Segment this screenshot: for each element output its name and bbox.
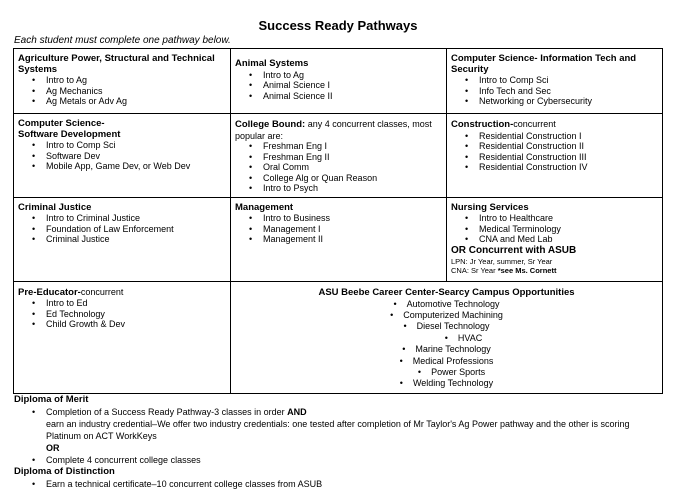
cell-title: Agriculture Power, Structural and Technical Systems bbox=[18, 53, 215, 75]
list-item: • Intro to Ag bbox=[249, 70, 442, 81]
list-item: • Oral Comm bbox=[249, 162, 442, 173]
list-item: • Networking or Cybersecurity bbox=[465, 96, 658, 107]
list-item: • Diesel Technology bbox=[235, 321, 658, 332]
merit-or: OR bbox=[46, 443, 60, 453]
cell-title-line2: Software Development bbox=[18, 128, 121, 140]
list-item: • Intro to Criminal Justice bbox=[32, 213, 226, 224]
cell-suffix: concurrent bbox=[513, 119, 556, 129]
pathway-list bbox=[451, 131, 658, 173]
page-title: Success Ready Pathways bbox=[258, 18, 418, 33]
cell-management bbox=[231, 197, 447, 281]
diploma-distinction-title: Diploma of Distinction bbox=[14, 466, 115, 477]
list-item: • College Alg or Quan Reason bbox=[249, 173, 442, 184]
pathways-table bbox=[13, 48, 663, 394]
list-item: • Intro to Ag bbox=[32, 75, 226, 86]
list-item: • Ed Technology bbox=[32, 309, 226, 320]
list-item: • Medical Professions bbox=[235, 356, 658, 367]
list-item: • Mobile App, Game Dev, or Web Dev bbox=[32, 161, 226, 172]
diploma-merit-title: Diploma of Merit bbox=[14, 394, 89, 405]
list-item: • Animal Science II bbox=[249, 91, 442, 102]
list-item: • Residential Construction IV bbox=[465, 162, 658, 173]
list-item: • Intro to Healthcare bbox=[465, 213, 658, 224]
cell-cs-software bbox=[14, 114, 231, 198]
list-item: • Residential Construction III bbox=[465, 152, 658, 163]
cell-title: Nursing Services bbox=[451, 201, 529, 213]
list-item: • Welding Technology bbox=[235, 378, 658, 389]
merit-item1-and: AND bbox=[287, 407, 307, 417]
nursing-cna bbox=[451, 266, 658, 275]
cell-header bbox=[18, 287, 226, 299]
pathway-list bbox=[235, 213, 442, 245]
list-item: • Management I bbox=[249, 224, 442, 235]
list-item: • Computerized Machining bbox=[235, 310, 658, 321]
list-item: • Automotive Technology bbox=[235, 299, 658, 310]
list-item: • Marine Technology bbox=[235, 344, 658, 355]
list-item bbox=[32, 406, 664, 418]
cell-construction bbox=[447, 114, 663, 198]
list-item: • Intro to Comp Sci bbox=[32, 140, 226, 151]
cell-asu-beebe bbox=[231, 281, 663, 393]
list-item: • Ag Metals or Adv Ag bbox=[32, 96, 226, 107]
nursing-or-line: OR Concurrent with ASUB bbox=[451, 244, 577, 256]
cell-title: Computer Science- Information Tech and Security bbox=[451, 53, 637, 75]
cell-animal-systems bbox=[231, 49, 447, 114]
list-item: • Intro to Psych bbox=[249, 183, 442, 194]
cell-title: Animal Systems bbox=[235, 58, 309, 69]
list-item: • Freshman Eng II bbox=[249, 152, 442, 163]
cell-title: ASU Beebe Career Center-Searcy Campus Opportunities bbox=[318, 286, 575, 298]
cell-title: Pre-Educator- bbox=[18, 286, 81, 298]
pathway-list bbox=[235, 141, 442, 194]
list-item: • Power Sports bbox=[235, 367, 658, 378]
list-item: • Complete 4 concurrent college classes bbox=[32, 454, 664, 466]
pathway-list bbox=[18, 140, 226, 172]
list-item: • Info Tech and Sec bbox=[465, 86, 658, 97]
list-item: • Criminal Justice bbox=[32, 234, 226, 245]
diploma-merit-list bbox=[14, 406, 664, 418]
page-subtitle: Each student must complete one pathway below. bbox=[14, 35, 231, 46]
list-item: • CNA and Med Lab bbox=[465, 234, 658, 245]
diploma-merit-list-2 bbox=[14, 454, 664, 466]
list-item: • Intro to Business bbox=[249, 213, 442, 224]
cell-nursing bbox=[447, 197, 663, 281]
nursing-cna-text: CNA: Sr Year bbox=[451, 265, 498, 275]
cell-title: Management bbox=[235, 201, 294, 213]
list-item: • Software Dev bbox=[32, 151, 226, 162]
cell-title: Criminal Justice bbox=[18, 201, 92, 213]
diploma-section bbox=[14, 394, 664, 490]
list-item: • Residential Construction II bbox=[465, 141, 658, 152]
list-item: • Foundation of Law Enforcement bbox=[32, 224, 226, 235]
pathway-list bbox=[235, 70, 442, 102]
pathway-list bbox=[451, 75, 658, 107]
cell-header bbox=[235, 119, 442, 141]
cell-desc: any 4 concurrent classes, most popular are: bbox=[235, 119, 432, 141]
cell-cs-it-security bbox=[447, 49, 663, 114]
pathway-list bbox=[18, 213, 226, 245]
list-item: • Intro to Comp Sci bbox=[465, 75, 658, 86]
asu-list bbox=[235, 299, 658, 390]
merit-item1-continuation: earn an industry credential–We offer two industry credentials: one tested after completion of Mr Taylor's Ag Power pathway and the other is scoring Platinum on ACT WorkKeys bbox=[46, 419, 630, 441]
cell-title: Construction- bbox=[451, 119, 514, 130]
cell-title-line1: Computer Science- bbox=[18, 118, 105, 129]
list-item: • Child Growth & Dev bbox=[32, 319, 226, 330]
cell-criminal-justice bbox=[14, 197, 231, 281]
nursing-cna-note: *see Ms. Cornett bbox=[497, 265, 557, 275]
pathway-list bbox=[451, 213, 658, 245]
list-item: • HVAC bbox=[235, 333, 658, 344]
list-item: • Management II bbox=[249, 234, 442, 245]
cell-ag-power bbox=[14, 49, 231, 114]
cell-pre-educator bbox=[14, 281, 231, 393]
merit-item1-text: Completion of a Success Ready Pathway-3 classes in order bbox=[46, 407, 288, 417]
cell-title: College Bound: bbox=[235, 119, 306, 130]
list-item: • Intro to Ed bbox=[32, 298, 226, 309]
diploma-distinction-list bbox=[14, 478, 664, 490]
pathway-list bbox=[18, 75, 226, 107]
list-item: • Animal Science I bbox=[249, 80, 442, 91]
cell-header bbox=[451, 119, 658, 131]
list-item: • Earn a technical certificate–10 concurrent college classes from ASUB bbox=[32, 478, 664, 490]
list-item: • Residential Construction I bbox=[465, 131, 658, 142]
cell-college-bound bbox=[231, 114, 447, 198]
list-item: • Ag Mechanics bbox=[32, 86, 226, 97]
pathway-list bbox=[18, 298, 226, 330]
list-item: • Freshman Eng I bbox=[249, 141, 442, 152]
nursing-lpn: LPN: Jr Year, summer, Sr Year bbox=[451, 256, 553, 266]
cell-suffix: concurrent bbox=[80, 286, 124, 297]
list-item: • Medical Terminology bbox=[465, 224, 658, 235]
